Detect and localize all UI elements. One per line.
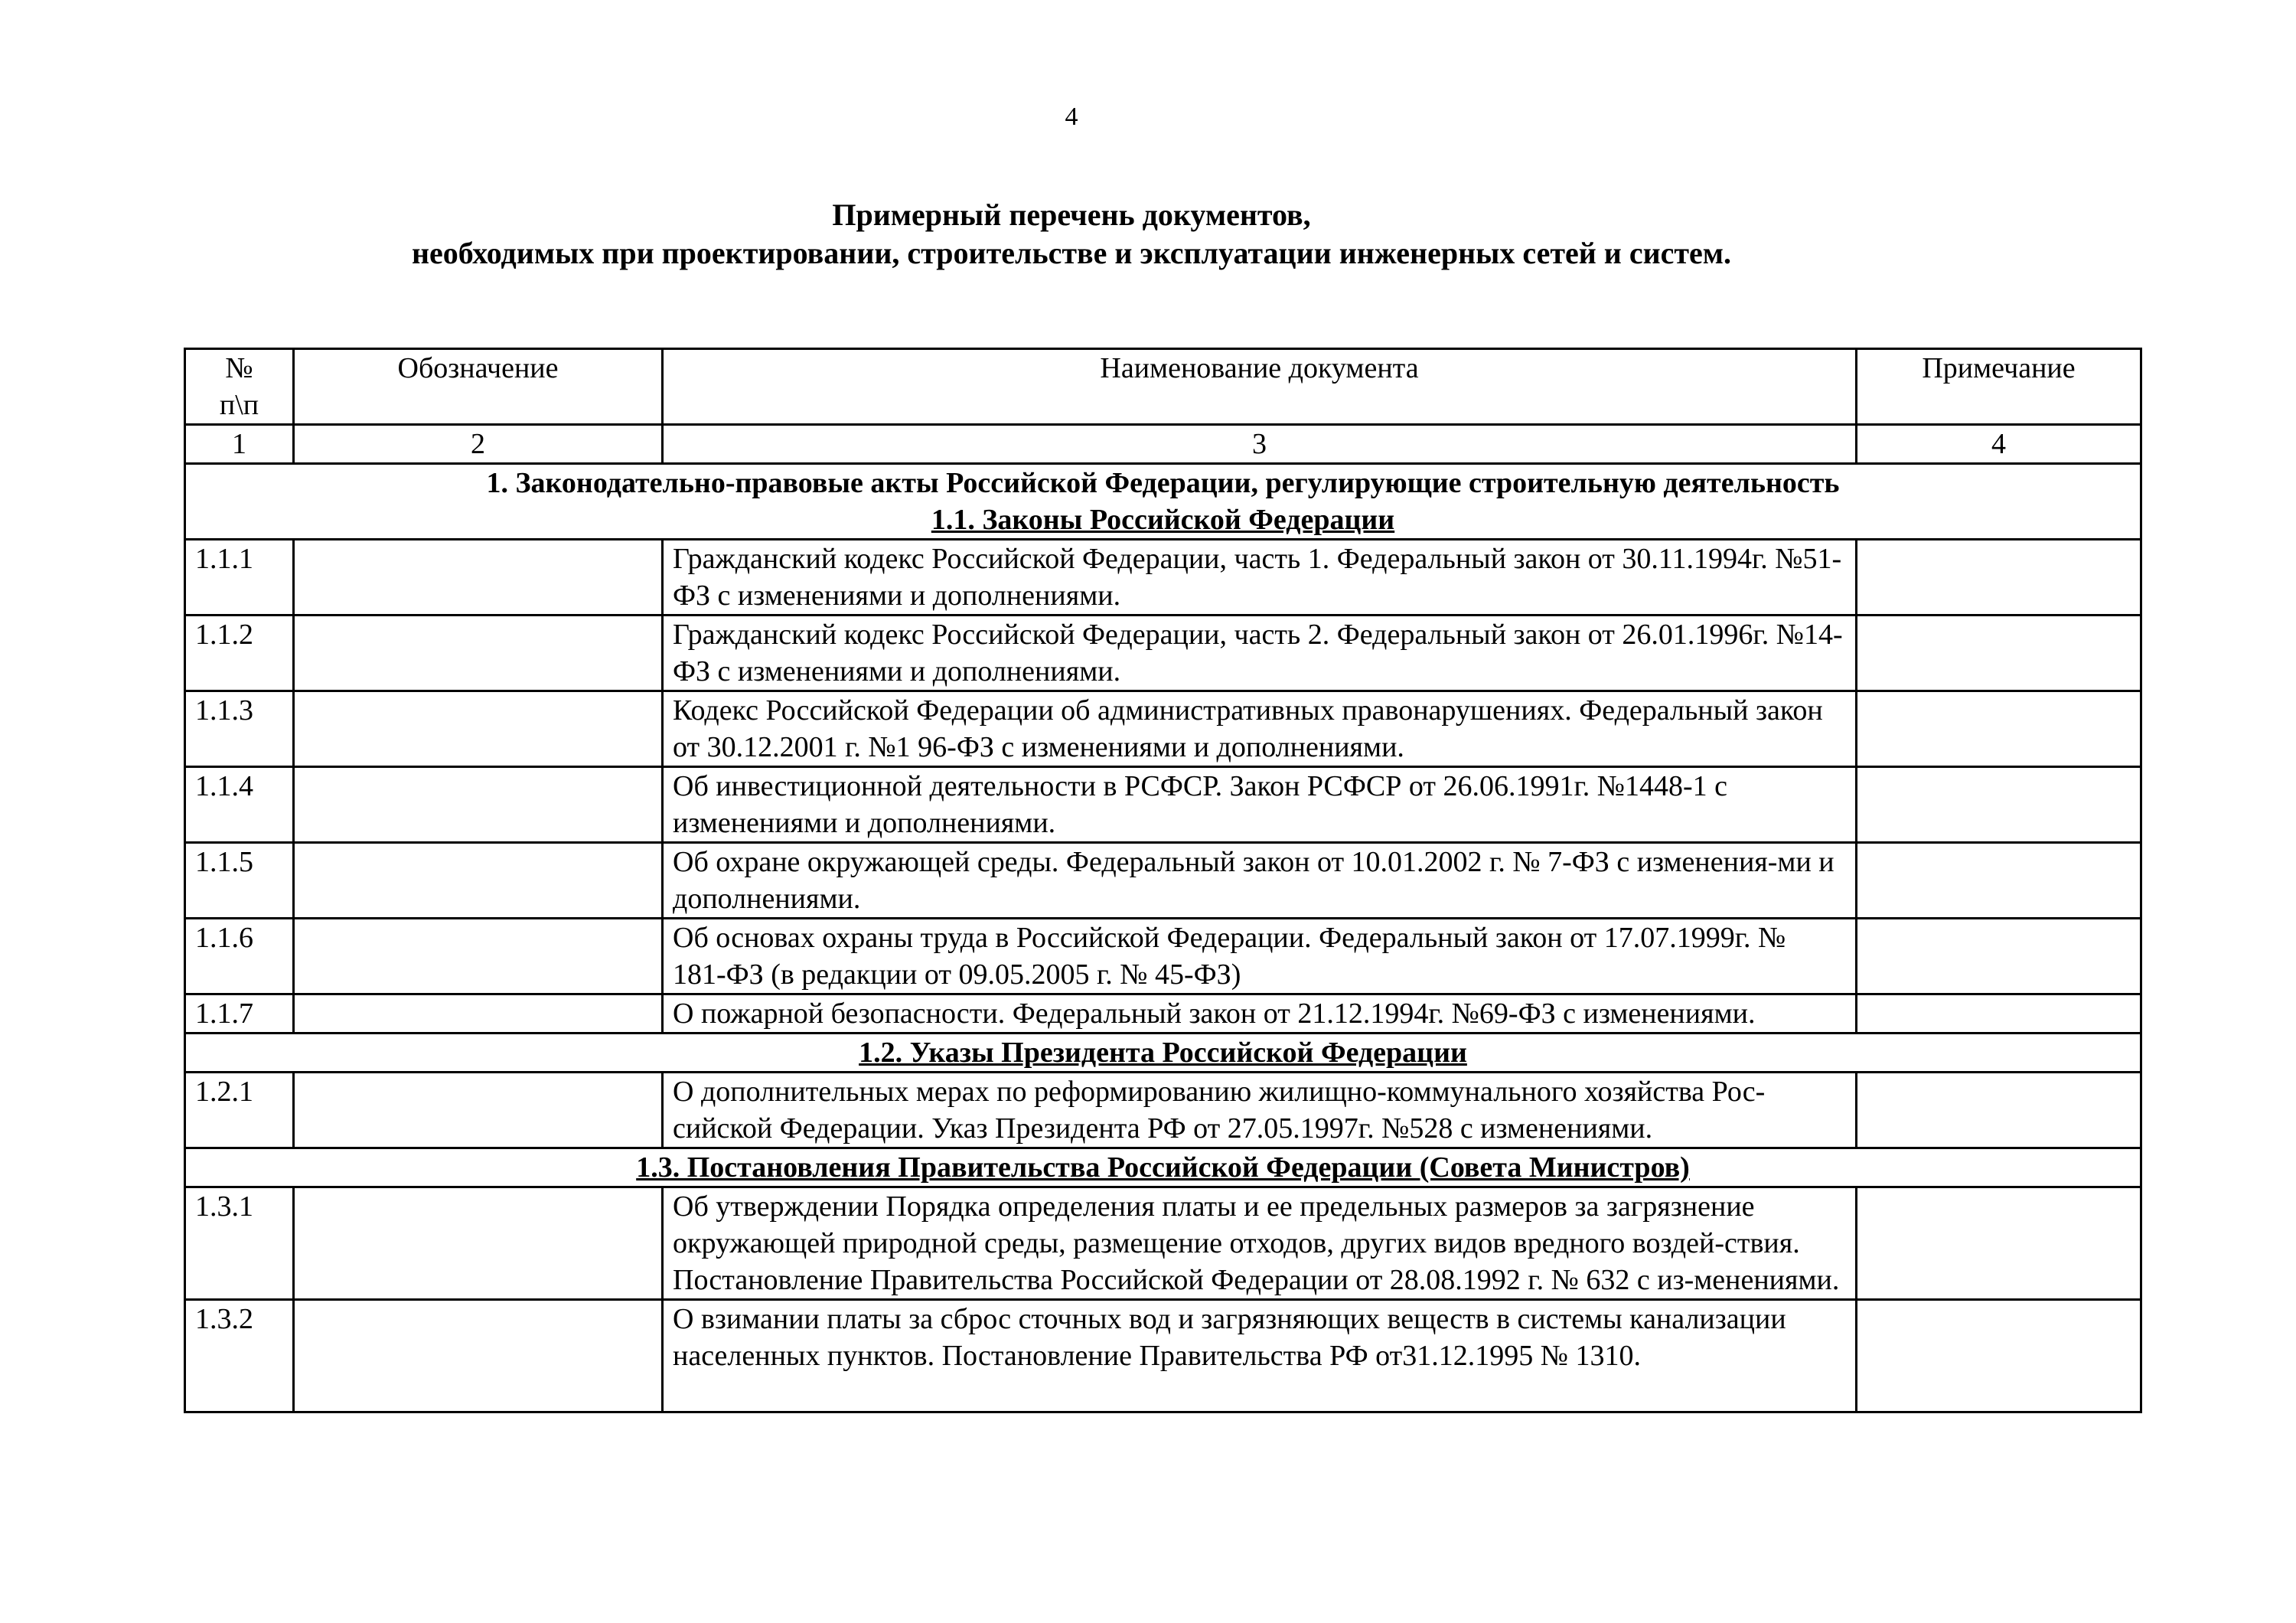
row-document-name: О пожарной безопасности. Федеральный закон от 21.12.1994г. №69-ФЗ с изменениями.: [663, 994, 1857, 1034]
rows-resolutions: [185, 1187, 2141, 1412]
document-title: [0, 196, 2143, 273]
row-document-name: Об охране окружающей среды. Федеральный закон от 10.01.2002 г. № 7-ФЗ с изменения-ми и дополнениями.: [663, 843, 1857, 919]
row-designation: [294, 767, 663, 843]
row-designation: [294, 1300, 663, 1412]
row-number: 1.1.1: [185, 540, 294, 616]
row-designation: [294, 1073, 663, 1148]
row-designation: [294, 994, 663, 1034]
subsection-heading-row: [185, 1034, 2141, 1073]
page-number: 4: [1065, 103, 1078, 131]
documents-table: [184, 348, 2142, 1413]
table-row: [185, 691, 2141, 767]
row-designation: [294, 843, 663, 919]
section-title: 1. Законодательно-правовые акты Российской Федерации, регулирующие строительную деятельность: [486, 467, 1840, 499]
table-header-row: [185, 349, 2141, 425]
table-row: [185, 1187, 2141, 1300]
document-title-line-1: Примерный перечень документов,: [832, 198, 1311, 232]
header-number-symbol: №: [225, 352, 253, 384]
row-number: 1.2.1: [185, 1073, 294, 1148]
table-row: [185, 616, 2141, 691]
row-document-name: Кодекс Российской Федерации об административных правонарушениях. Федеральный закон от 30.12.2001 г. №1 96-ФЗ с изменениями и дополнениями.: [663, 691, 1857, 767]
row-note: [1857, 767, 2141, 843]
row-note: [1857, 843, 2141, 919]
row-note: [1857, 540, 2141, 616]
row-note: [1857, 1300, 2141, 1412]
column-numbers-row: [185, 425, 2141, 464]
row-number: 1.1.7: [185, 994, 294, 1034]
subsection-title: 1.3. Постановления Правительства Российской Федерации (Совета Министров): [636, 1151, 1690, 1184]
row-number: 1.1.4: [185, 767, 294, 843]
subsection-title: 1.2. Указы Президента Российской Федерации: [859, 1037, 1467, 1069]
subsection-heading: [185, 1034, 2141, 1073]
row-number: 1.1.6: [185, 919, 294, 994]
row-number: 1.3.1: [185, 1187, 294, 1300]
row-designation: [294, 919, 663, 994]
header-note: Примечание: [1857, 349, 2141, 425]
row-designation: [294, 691, 663, 767]
table-row: [185, 994, 2141, 1034]
row-note: [1857, 919, 2141, 994]
header-designation: Обозначение: [294, 349, 663, 425]
row-number: 1.1.2: [185, 616, 294, 691]
row-document-name: Об основах охраны труда в Российской Федерации. Федеральный закон от 17.07.1999г. № 181-ФЗ (в редакции от 09.05.2005 г. № 45-ФЗ): [663, 919, 1857, 994]
subsection-title: 1.1. Законы Российской Федерации: [931, 504, 1395, 536]
subsection-heading: [185, 1148, 2141, 1187]
row-note: [1857, 1073, 2141, 1148]
table-row: [185, 919, 2141, 994]
document-title-line-2: необходимых при проектировании, строительстве и эксплуатации инженерных сетей и систем.: [411, 236, 1732, 270]
rows-laws: [185, 540, 2141, 1034]
row-document-name: Гражданский кодекс Российской Федерации, часть 2. Федеральный закон от 26.01.1996г. №14-ФЗ с изменениями и дополнениями.: [663, 616, 1857, 691]
row-note: [1857, 994, 2141, 1034]
column-number: 3: [663, 425, 1857, 464]
row-document-name: Об инвестиционной деятельности в РСФСР. Закон РСФСР от 26.06.1991г. №1448-1 с изменениями и дополнениями.: [663, 767, 1857, 843]
table-row: [185, 1300, 2141, 1412]
row-document-name: Гражданский кодекс Российской Федерации, часть 1. Федеральный закон от 30.11.1994г. №51-ФЗ с изменениями и дополнениями.: [663, 540, 1857, 616]
column-number: 4: [1857, 425, 2141, 464]
table-row: [185, 767, 2141, 843]
header-number-abbr: п\п: [219, 389, 259, 421]
column-number: 1: [185, 425, 294, 464]
row-number: 1.1.3: [185, 691, 294, 767]
row-document-name: Об утверждении Порядка определения платы и ее предельных размеров за загрязнение окружающей природной среды, размещение отходов, других видов вредного воздей-ствия. Постановление Правительства Российской Федерации от 28.08.1992 г. № 632 с из-менениями.: [663, 1187, 1857, 1300]
row-designation: [294, 540, 663, 616]
column-number: 2: [294, 425, 663, 464]
rows-decrees: [185, 1073, 2141, 1148]
header-document-name: Наименование документа: [663, 349, 1857, 425]
table-row: [185, 843, 2141, 919]
row-document-name: О дополнительных мерах по реформированию жилищно-коммунального хозяйства Рос-сийской Федерации. Указ Президента РФ от 27.05.1997г. №528 с изменениями.: [663, 1073, 1857, 1148]
section-heading-row: [185, 464, 2141, 540]
section-heading: [185, 464, 2141, 540]
row-note: [1857, 616, 2141, 691]
row-note: [1857, 691, 2141, 767]
row-designation: [294, 1187, 663, 1300]
row-document-name: О взимании платы за сброс сточных вод и загрязняющих веществ в системы канализации населенных пунктов. Постановление Правительства РФ от31.12.1995 № 1310.: [663, 1300, 1857, 1412]
row-designation: [294, 616, 663, 691]
table-row: [185, 1073, 2141, 1148]
header-number: [185, 349, 294, 425]
row-number: 1.3.2: [185, 1300, 294, 1412]
row-number: 1.1.5: [185, 843, 294, 919]
subsection-heading-row: [185, 1148, 2141, 1187]
row-note: [1857, 1187, 2141, 1300]
table-row: [185, 540, 2141, 616]
